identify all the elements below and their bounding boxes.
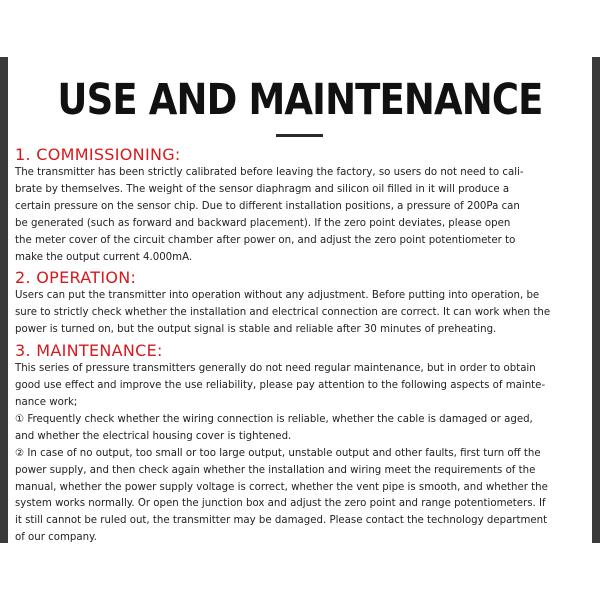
text-line: Users can put the transmitter into operation without any adjustment. Before putting into operation, be: [15, 290, 540, 302]
section-heading: 3. MAINTENANCE:: [15, 341, 163, 361]
text-line: The transmitter has been strictly calibrated before leaving the factory, so users do not need to cali-: [15, 167, 524, 178]
text-line: manual, whether the power supply voltage is correct, whether the vent pipe is smooth, and whether the: [15, 481, 548, 493]
text-line: power is turned on, but the output signal is stable and reliable after 30 minutes of preheating.: [15, 324, 497, 336]
text-line: ② In case of no output, too small or too large output, unstable output and other faults, first turn off the: [15, 447, 541, 459]
text-line: brate by themselves. The weight of the sensor diaphragm and silicon oil filled in it will produce a: [15, 183, 510, 195]
text-line: This series of pressure transmitters generally do not need regular maintenance, but in order to obtain: [15, 363, 536, 375]
text-line: it still cannot be ruled out, the transmitter may be damaged. Please contact the technology department: [15, 515, 548, 527]
text-line: good use effect and improve the use reliability, please pay attention to the following aspects of mainte-: [15, 380, 546, 392]
section-operation: [15, 268, 585, 339]
section-body: [15, 165, 585, 266]
text-line: power supply, and then check again whether the installation and wiring meet the requirements of the: [15, 464, 536, 476]
title-underline: [276, 134, 323, 137]
text-line: the meter cover of the circuit chamber after power on, and adjust the zero point potentiometer to: [15, 234, 516, 246]
content: [15, 145, 585, 549]
section-body: [15, 288, 585, 339]
text-line: be generated (such as forward and backward placement). If the zero point deviates, please open: [15, 217, 511, 229]
text-line: system works normally. Or open the junction box and adjust the zero point and range potentiometers. If: [15, 498, 546, 510]
section-commissioning: [15, 145, 585, 266]
left-border-bar: [0, 57, 8, 543]
text-line: of our company.: [15, 532, 97, 544]
text-line: make the output current 4.000mA.: [15, 251, 193, 263]
text-line: ① Frequently check whether the wiring connection is reliable, whether the cable is damaged or aged,: [15, 413, 533, 425]
text-line: nance work;: [15, 396, 78, 408]
text-line: sure to strictly check whether the installation and electrical connection are correct. It can work when the: [15, 307, 551, 319]
text-line: certain pressure on the sensor chip. Due to different installation positions, a pressure of 200Pa can: [15, 200, 520, 212]
section-maintenance: [15, 341, 585, 547]
section-heading: 1. COMMISSIONING:: [15, 145, 181, 164]
section-body: [15, 361, 585, 547]
section-heading: 2. OPERATION:: [15, 268, 137, 288]
page-title: USE AND MAINTENANCE: [57, 75, 543, 125]
right-border-bar: [592, 57, 600, 543]
text-line: and whether the electrical housing cover is tightened.: [15, 430, 292, 442]
